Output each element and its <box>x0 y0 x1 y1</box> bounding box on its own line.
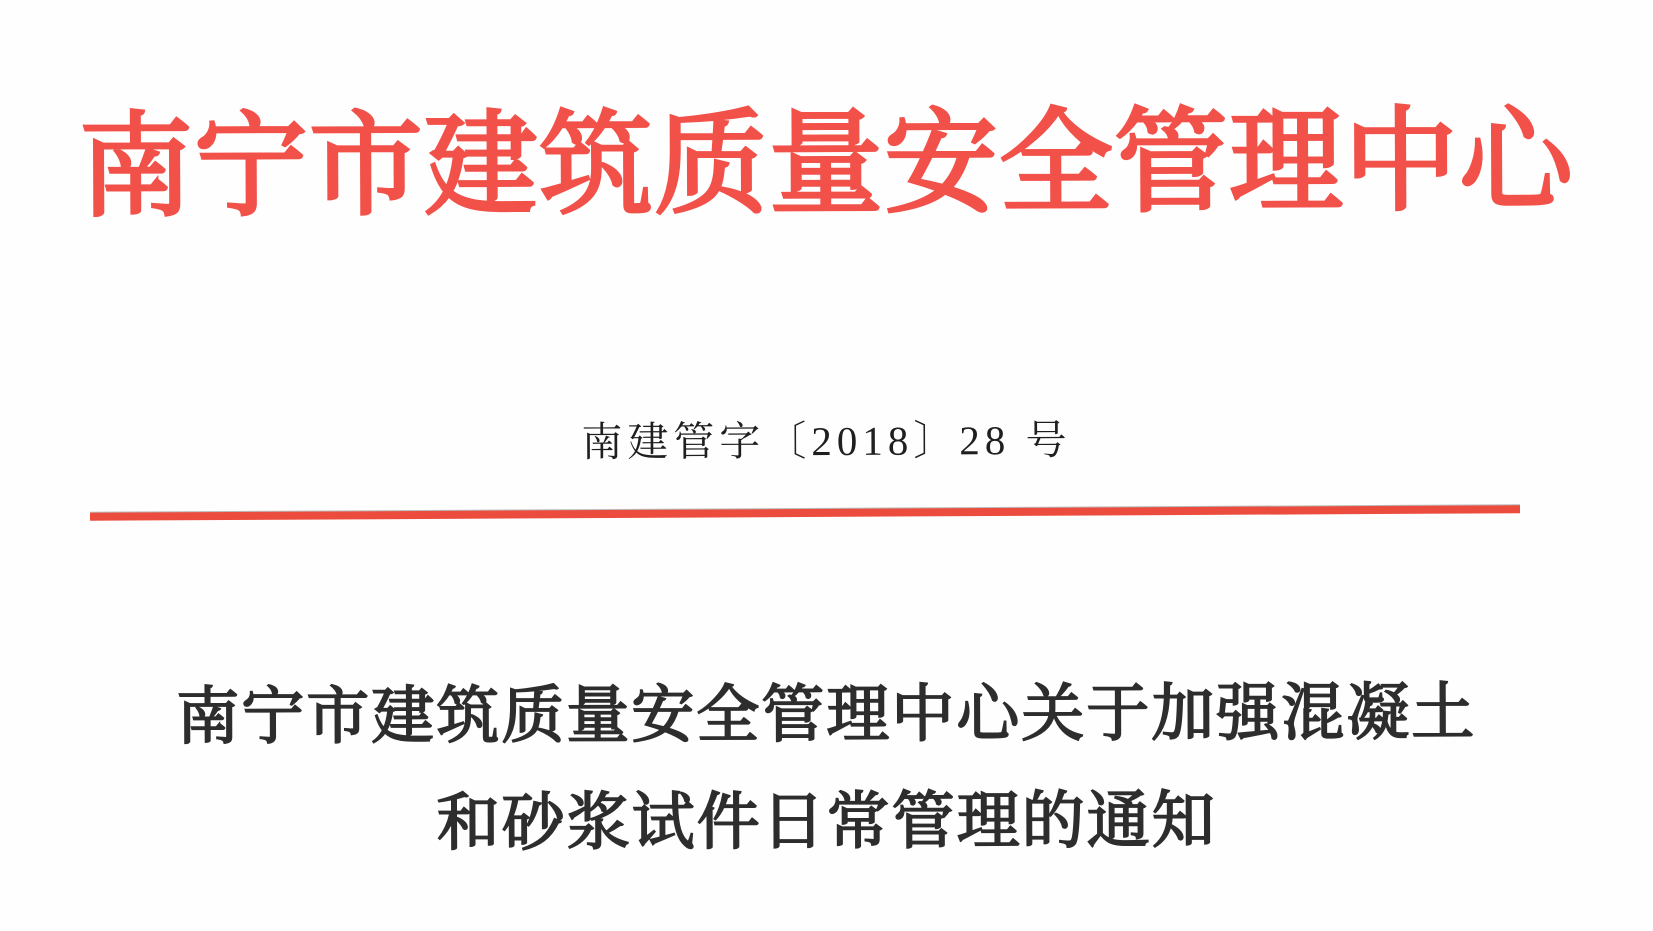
notice-title-line2: 和砂浆试件日常管理的通知 <box>436 785 1217 859</box>
red-separator-line <box>90 505 1520 520</box>
agency-name-header: 南宁市建筑质量安全管理中心 <box>78 97 1575 232</box>
document-number: 南建管字〔2018〕28 号 <box>581 416 1072 466</box>
notice-title <box>0 659 1653 879</box>
notice-title-line1: 南宁市建筑质量安全管理中心关于加强混凝土 <box>176 677 1477 753</box>
